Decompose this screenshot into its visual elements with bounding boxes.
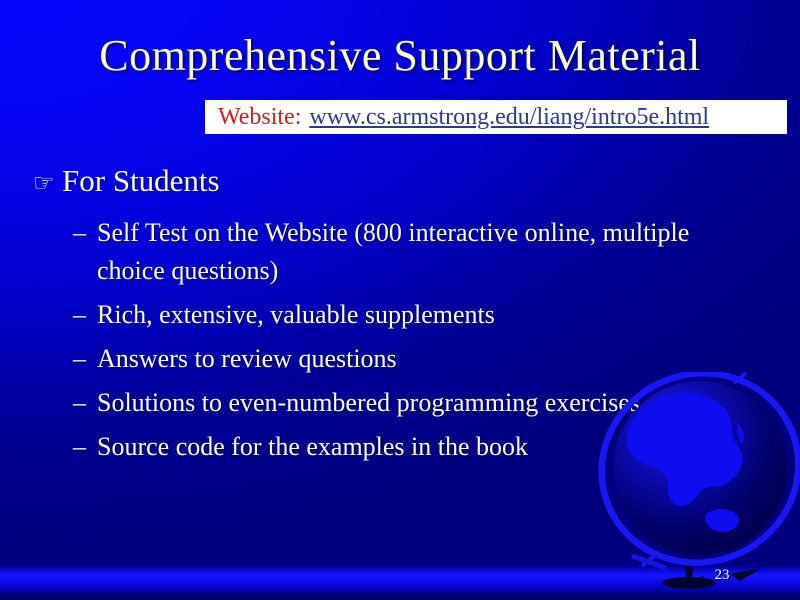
page-number: 23 (714, 567, 730, 583)
globe-graphic (588, 372, 800, 600)
list-item-text: Answers to review questions (97, 344, 397, 373)
list-item-text: Solutions to even-numbered programming exercises (97, 388, 640, 417)
website-box (205, 100, 787, 134)
dash-bullet-icon: – (73, 388, 86, 417)
list-item-text: Source code for the examples in the book (97, 432, 529, 461)
list-item-text: Self Test on the Website (800 interactive online, multiple choice questions) (97, 218, 690, 285)
bullet-for-students-label: For Students (62, 163, 220, 198)
dash-bullet-icon: – (73, 300, 86, 329)
dash-bullet-icon: – (73, 432, 86, 461)
list-item (0, 296, 697, 334)
list-item-text: Rich, extensive, valuable supplements (97, 300, 495, 329)
list-item (0, 214, 697, 290)
slide-title: Comprehensive Support Material (99, 31, 701, 80)
dash-bullet-icon: – (73, 344, 86, 373)
pointing-hand-bullet-icon: ☞ (33, 169, 55, 197)
dash-bullet-icon: – (73, 218, 86, 247)
website-url-link[interactable]: www.cs.armstrong.edu/liang/intro5e.html (309, 104, 710, 130)
website-label: Website: (218, 104, 302, 130)
